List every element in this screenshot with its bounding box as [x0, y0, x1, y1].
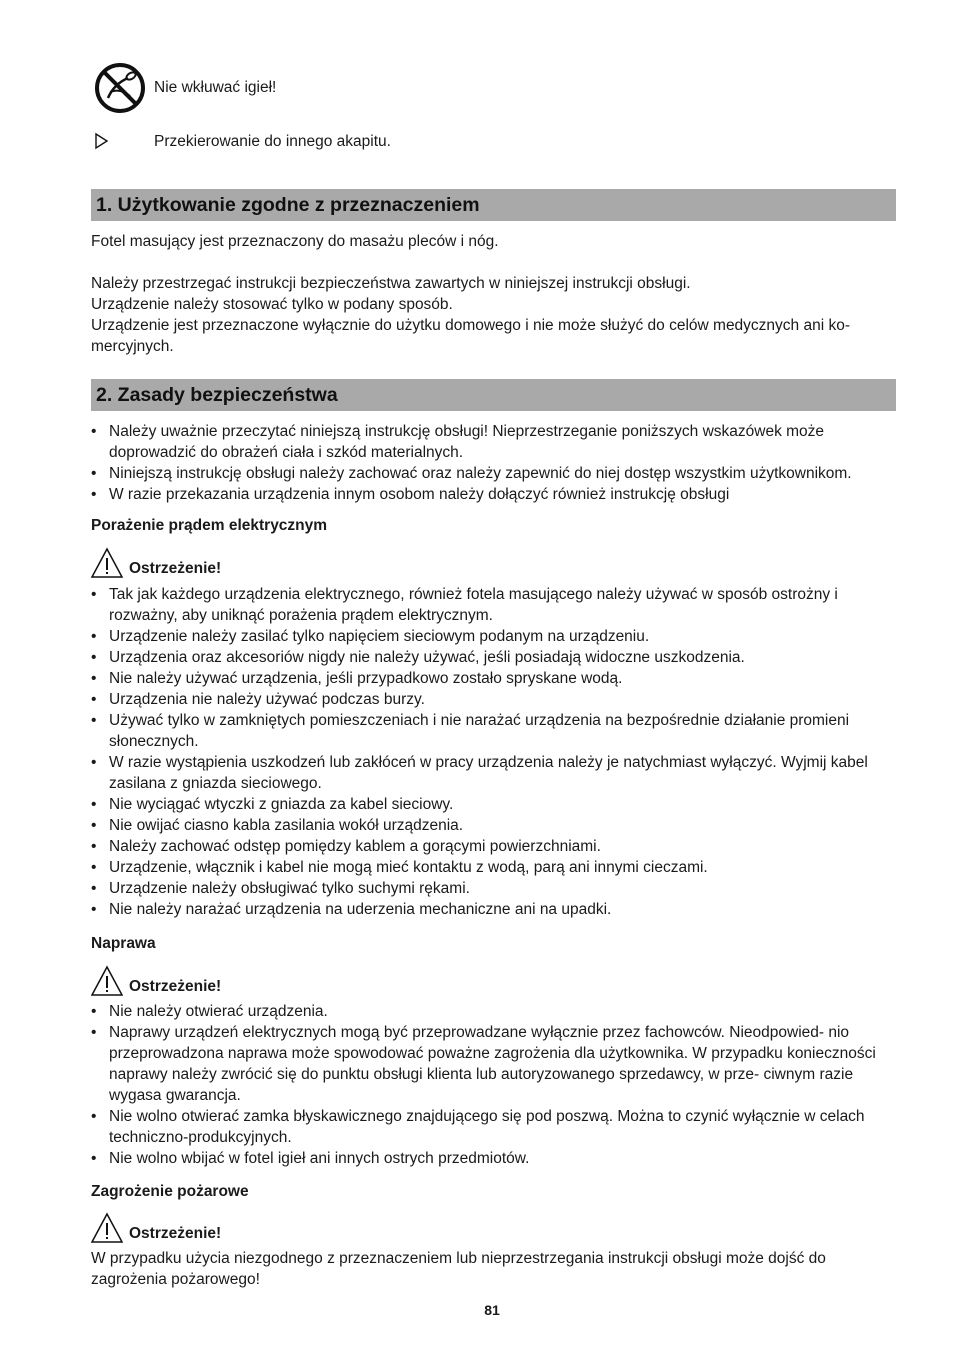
redirect-legend-label: Przekierowanie do innego akapitu.: [154, 133, 391, 150]
list-item: • Tak jak każdego urządzenia elektrycznego, również fotela masującego należy używać w sposób ostrożny i rozważny, aby uniknąć porażenia prądem elektrycznym.: [91, 584, 896, 626]
list-item: • Nie wyciągać wtyczki z gniazda za kabel sieciowy.: [91, 794, 896, 815]
warning-label: Ostrzeżenie!: [129, 560, 222, 577]
list-item: • Urządzenia oraz akcesoriów nigdy nie należy używać, jeśli posiadają widoczne uszkodzenia.: [91, 647, 896, 668]
list-item: • W razie wystąpienia uszkodzeń lub zakłóceń w pracy urządzenia należy je natychmiast wyłączyć. Wyjmij kabel zasilana z gniazda sieciowego.: [91, 752, 896, 794]
list-item: • Należy zachować odstęp pomiędzy kablem a gorącymi powierzchniami.: [91, 836, 896, 857]
warning-label: Ostrzeżenie!: [129, 978, 222, 995]
list-item: • Niniejszą instrukcję obsługi należy zachować oraz należy zapewnić do niej dostęp wszystkim użytkownikom.: [91, 463, 896, 484]
section-1-heading: 1. Użytkowanie zgodne z przeznaczeniem: [91, 189, 896, 221]
list-item: • Urządzenie należy obsługiwać tylko suchymi rękami.: [91, 878, 896, 899]
warning-triangle-icon: [91, 1212, 123, 1244]
electric-shock-heading: Porażenie prądem elektrycznym: [91, 517, 328, 534]
electric-safety-list: [91, 584, 896, 920]
fire-hazard-text: W przypadku użycia niezgodnego z przeznaczeniem lub nieprzestrzegania instrukcji obsługi może dojść do zagrożenia pożarowego!: [91, 1250, 826, 1288]
paragraph-line: Urządzenie jest przeznaczone wyłącznie do użytku domowego i nie może służyć do celów medycznych ani ko-: [91, 317, 851, 334]
list-item: • Używać tylko w zamkniętych pomieszczeniach i nie narażać urządzenia na bezpośrednie działanie promieni słonecznych.: [91, 710, 896, 752]
no-needles-icon: [94, 62, 146, 114]
list-item: • Urządzenie należy zasilać tylko napięciem sieciowym podanym na urządzeniu.: [91, 626, 896, 647]
needle-legend-label: Nie wkłuwać igieł!: [154, 79, 277, 96]
repair-safety-list: [91, 1001, 896, 1169]
paragraph-line: Urządzenie należy stosować tylko w podany sposób.: [91, 296, 453, 313]
list-item: • Nie wolno wbijać w fotel igieł ani innych ostrych przedmiotów.: [91, 1148, 896, 1169]
list-item: • Nie należy używać urządzenia, jeśli przypadkowo zostało spryskane wodą.: [91, 668, 896, 689]
list-item: • W razie przekazania urządzenia innym osobom należy dołączyć również instrukcję obsługi: [91, 484, 896, 505]
list-item: • Nie wolno otwierać zamka błyskawicznego znajdującego się pod poszwą. Można to czynić wyłącznie w celach techniczno-produkcyjnych.: [91, 1106, 896, 1148]
list-item: • Naprawy urządzeń elektrycznych mogą być przeprowadzane wyłącznie przez fachowców. Nieodpowied- nio przeprowadzona naprawa może spowodować poważne zagrożenia dla użytkownika. W przypadku konieczności naprawy należy zwrócić się do punktu obsługi klienta lub autoryzowanego sprzedawcy, w prze- ciwnym razie wygasa gwarancja.: [91, 1022, 896, 1106]
list-item: • Nie należy otwierać urządzenia.: [91, 1001, 896, 1022]
section-1-intro: Fotel masujący jest przeznaczony do masażu pleców i nóg.: [91, 233, 499, 250]
section-2-heading: 2. Zasady bezpieczeństwa: [91, 379, 896, 411]
repair-heading: Naprawa: [91, 935, 156, 952]
paragraph-line: mercyjnych.: [91, 338, 174, 355]
list-item: • Urządzenie, włącznik i kabel nie mogą mieć kontaktu z wodą, parą ani innymi cieczami.: [91, 857, 896, 878]
list-item: • Należy uważnie przeczytać niniejszą instrukcję obsługi! Nieprzestrzeganie poniższych wskazówek może doprowadzić do obrażeń ciała i szkód materialnych.: [91, 421, 896, 463]
general-safety-list: [91, 421, 896, 505]
list-item: • Nie owijać ciasno kabla zasilania wokół urządzenia.: [91, 815, 896, 836]
fire-hazard-heading: Zagrożenie pożarowe: [91, 1183, 249, 1200]
redirect-arrow-icon: [94, 131, 110, 151]
warning-triangle-icon: [91, 547, 123, 579]
warning-triangle-icon: [91, 965, 123, 997]
list-item: • Nie należy narażać urządzenia na uderzenia mechaniczne ani na upadki.: [91, 899, 896, 920]
paragraph-line: Należy przestrzegać instrukcji bezpieczeństwa zawartych w niniejszej instrukcji obsługi.: [91, 275, 691, 292]
section-1-usage-paragraph: [91, 273, 896, 357]
list-item: • Urządzenia nie należy używać podczas burzy.: [91, 689, 896, 710]
warning-label: Ostrzeżenie!: [129, 1225, 222, 1242]
page-number: 81: [484, 1302, 500, 1318]
